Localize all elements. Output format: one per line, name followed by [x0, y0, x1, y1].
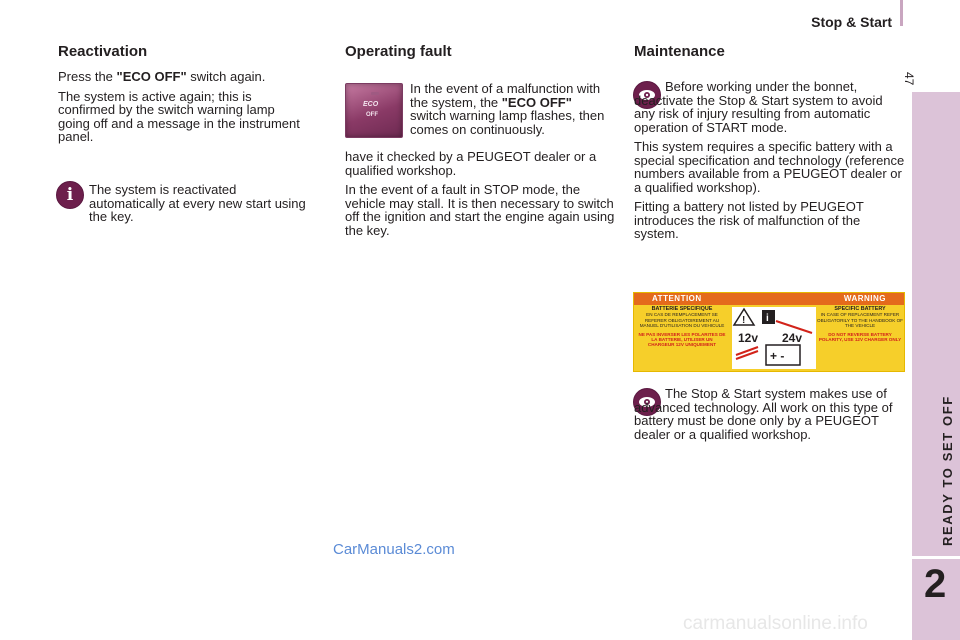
- label-warning: WARNING: [843, 294, 886, 303]
- label-left-column: [638, 307, 726, 348]
- eco-off-switch-image: [345, 83, 403, 138]
- operating-fault-paragraph-2: have it checked by a PEUGEOT dealer or a qualified workshop.: [345, 149, 597, 178]
- info-icon: i: [56, 181, 84, 209]
- maintenance-note: [634, 387, 906, 441]
- label-12v: 12v: [738, 331, 759, 345]
- svg-text:+ -: + -: [770, 349, 785, 363]
- watermark-carmanualsonline: carmanualsonline.info: [683, 613, 868, 634]
- label-24v: 24v: [782, 331, 803, 345]
- maintenance-heading: Maintenance: [634, 43, 725, 60]
- operating-fault-paragraph-3: In the event of a fault in STOP mode, the vehicle may stall. It is then necessary to switch off the ignition and start the engine again using the key.: [345, 182, 615, 238]
- label-right-text: IN CASE OF REPLACEMENT REFER OBLIGATORILY TO THE HANDBOOK OF THE VEHICLE: [817, 312, 903, 329]
- maintenance-note-text: The Stop & Start system makes use of advanced technology. All work on this type of battery must be done only by a PEUGEOT dealer or a qualified workshop.: [634, 386, 893, 442]
- label-right-title: SPECIFIC BATTERY: [834, 306, 886, 312]
- label-left-text: EN CAS DE REMPLACEMENT SE REFERER OBLIGATOIREMENT AU MANUEL D'UTILISATION DU VEHICULE: [639, 312, 725, 329]
- label-center-panel: [732, 307, 816, 369]
- reactivation-paragraph-1: [58, 70, 308, 84]
- maintenance-paragraph-1: Before working under the bonnet, deactivate the Stop & Start system to avoid any risk of injury resulting from automatic operation of START mode.: [634, 79, 883, 135]
- operating-fault-paragraph-1: [410, 82, 606, 136]
- operating-fault-body: [345, 150, 617, 237]
- label-left-title: BATTERIE SPECIFIQUE: [651, 306, 713, 312]
- label-attention: ATTENTION: [652, 294, 702, 303]
- reactivation-body: [58, 70, 308, 144]
- eco-off-label: "ECO OFF": [116, 69, 187, 84]
- text-span: Press the: [58, 69, 117, 84]
- text-span: In the event of a malfunction with the system, the: [410, 81, 601, 110]
- label-left-red: NE PAS INVERSER LES POLARITES DE LA BATTERIE, UTILISER UN CHARGEUR 12V UNIQUEMENT: [638, 331, 726, 348]
- maintenance-paragraph-2: This system requires a specific battery with a special specification and technology (reference numbers available from a PEUGEOT dealer or a qualified workshop).: [634, 139, 905, 195]
- switch-warning-lamp: [371, 92, 379, 95]
- page-number: 47: [902, 72, 916, 86]
- page-header-title: Stop & Start: [811, 14, 892, 30]
- reactivation-note: [89, 183, 311, 224]
- switch-label-off: OFF: [366, 112, 378, 118]
- maintenance-paragraph-3: Fitting a battery not listed by PEUGEOT introduces the risk of malfunction of the system.: [634, 199, 864, 241]
- label-right-column: [816, 307, 904, 342]
- side-tab-divider: [912, 556, 960, 559]
- reactivation-paragraph-2: The system is active again; this is confirmed by the switch warning lamp going off and a message in the instrument panel.: [58, 88, 300, 144]
- watermark-carmanuals2[interactable]: CarManuals2.com: [333, 541, 455, 558]
- battery-warning-label: [633, 292, 905, 372]
- maintenance-body: [634, 80, 906, 241]
- text-span: switch again.: [186, 69, 266, 84]
- header-divider: [900, 0, 903, 26]
- svg-text:!: !: [742, 315, 746, 326]
- label-right-red: DO NOT REVERSE BATTERY POLARITY, USE 12V CHARGER ONLY: [818, 331, 902, 343]
- reactivation-heading: Reactivation: [58, 43, 148, 60]
- chapter-number: 2: [924, 562, 947, 606]
- operating-fault-heading: Operating fault: [345, 43, 452, 60]
- eco-off-label: "ECO OFF": [501, 94, 572, 110]
- reactivation-note-text: The system is reactivated automatically at every new start using the key.: [89, 182, 306, 224]
- text-span: switch warning lamp flashes, then comes on continuously.: [410, 108, 605, 137]
- chapter-title: READY TO SET OFF: [940, 395, 955, 546]
- switch-label-eco: ECO: [363, 101, 379, 108]
- svg-text:i: i: [766, 313, 769, 324]
